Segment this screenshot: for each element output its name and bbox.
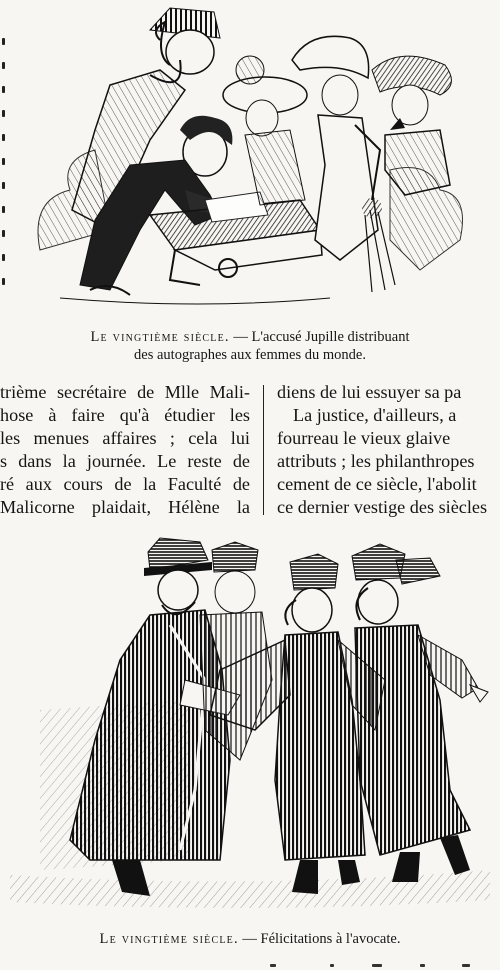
text-line: La justice, d'ailleurs, a [293,405,457,425]
text-line: ce dernier vestige des siècles [277,497,488,517]
text-line: attributs ; les philanthropes [277,451,475,471]
text-line: les menues affaires ; cela lui [0,428,250,448]
text-line: trième secrétaire de Mlle Mali- [0,382,250,402]
text-line: Malicorne plaidait, Hélène la [0,497,250,517]
column-divider [263,385,264,515]
text-line: s dans la journée. Le reste de [0,451,250,471]
illustration-autographs [0,0,500,312]
text-line: diens de lui essuyer sa pa [277,382,462,402]
text-line: hose à faire qu'à étudier les [0,405,250,425]
next-line-fragments [0,958,500,970]
illustration-congratulations [0,530,500,920]
text-line: cement de ce siècle, l'abolit [277,474,477,494]
text-line: fourreau le vieux glaive [277,428,451,448]
caption-top-illustration [0,328,500,364]
caption-top-smallcaps: Le vingtième siècle. [90,329,230,345]
caption-top-text: — L'accusé Jupille distribuant [229,329,410,345]
caption-bottom-text: — Félicitations à l'avocate. [238,931,401,947]
caption-top-line2: des autographes aux femmes du monde. [134,347,366,363]
text-line: ré aux cours de la Faculté de [0,474,250,494]
text-column-right [277,381,500,521]
text-column-left [0,381,250,521]
caption-bottom-smallcaps: Le vingtième siècle. [99,931,239,947]
caption-bottom-illustration [0,930,500,948]
